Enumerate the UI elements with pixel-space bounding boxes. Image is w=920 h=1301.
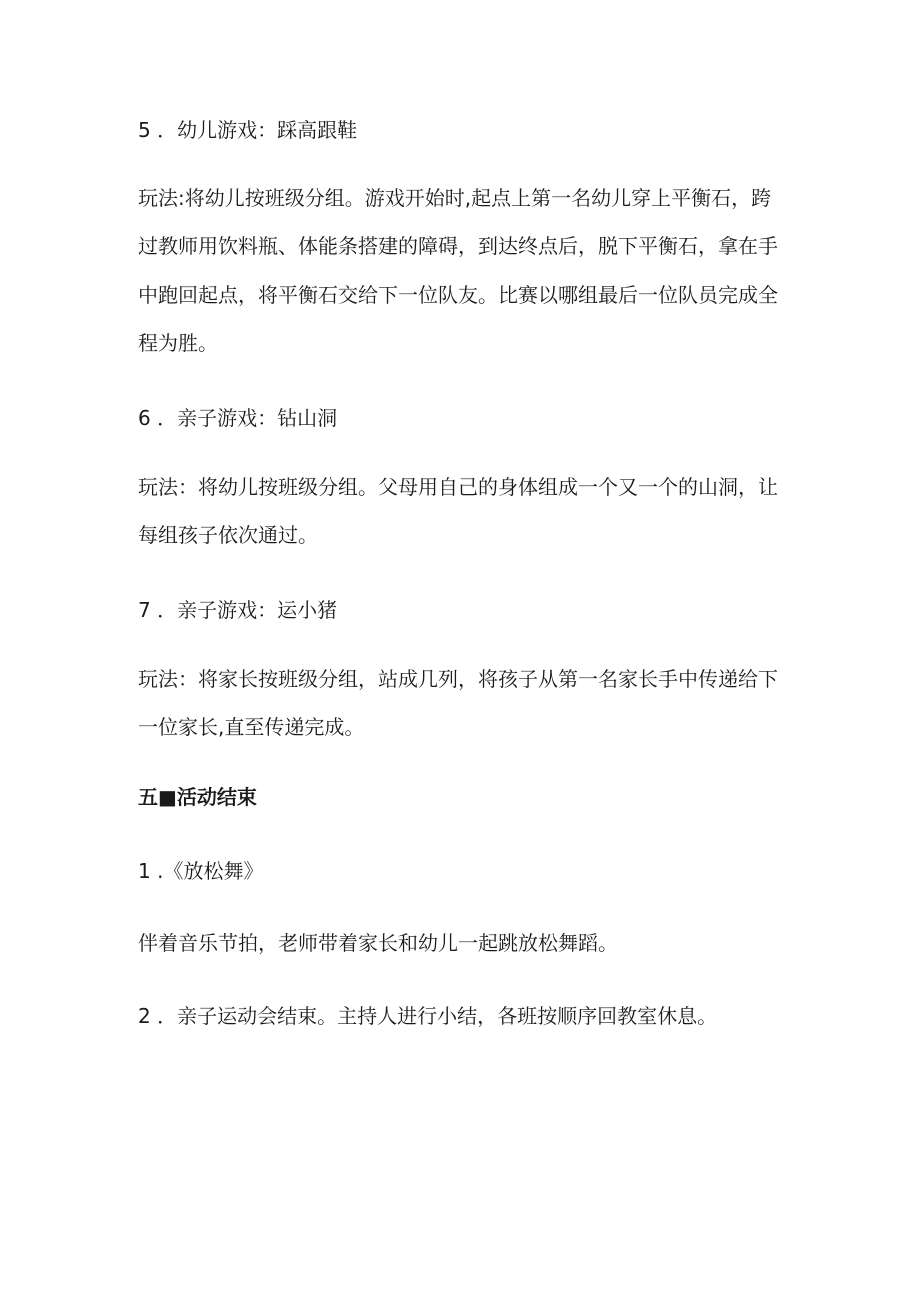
item-6-rules-line-2: 每组孩子依次通过。 (138, 523, 318, 547)
item-7-heading: 7 ．亲子游戏：运小猪 (138, 598, 338, 622)
item-5-rules-line-4: 程为胜。 (138, 331, 218, 355)
item-6-heading: 6 ．亲子游戏：钻山洞 (138, 406, 338, 430)
item-5-rules-line-3: 中跑回起点，将平衡石交给下一位队友。比赛以哪组最后一位队员完成全 (138, 283, 778, 307)
item-5-rules-line-1: 玩法:将幼儿按班级分组。游戏开始时,起点上第一名幼儿穿上平衡石，跨 (138, 186, 772, 210)
item-6-rules-line-1: 玩法：将幼儿按班级分组。父母用自己的身体组成一个又一个的山洞，让 (138, 475, 778, 499)
closing-item-1-text: 伴着音乐节拍，老师带着家长和幼儿一起跳放松舞蹈。 (138, 931, 618, 955)
closing-item-2-text: 2 ．亲子运动会结束。主持人进行小结，各班按顺序回教室休息。 (138, 1004, 718, 1028)
item-7-rules-line-1: 玩法：将家长按班级分组，站成几列，将孩子从第一名家长手中传递给下 (138, 667, 778, 691)
item-5-heading: 5 ．幼儿游戏：踩高跟鞋 (138, 118, 358, 142)
section-heading-activity-end: 五■活动结束 (138, 785, 257, 809)
item-5-rules-line-2: 过教师用饮料瓶、体能条搭建的障碍，到达终点后，脱下平衡石，拿在手 (138, 234, 778, 258)
closing-item-1-heading: 1 .《放松舞》 (138, 859, 264, 883)
item-7-rules-line-2: 一位家长,直至传递完成。 (138, 715, 365, 739)
